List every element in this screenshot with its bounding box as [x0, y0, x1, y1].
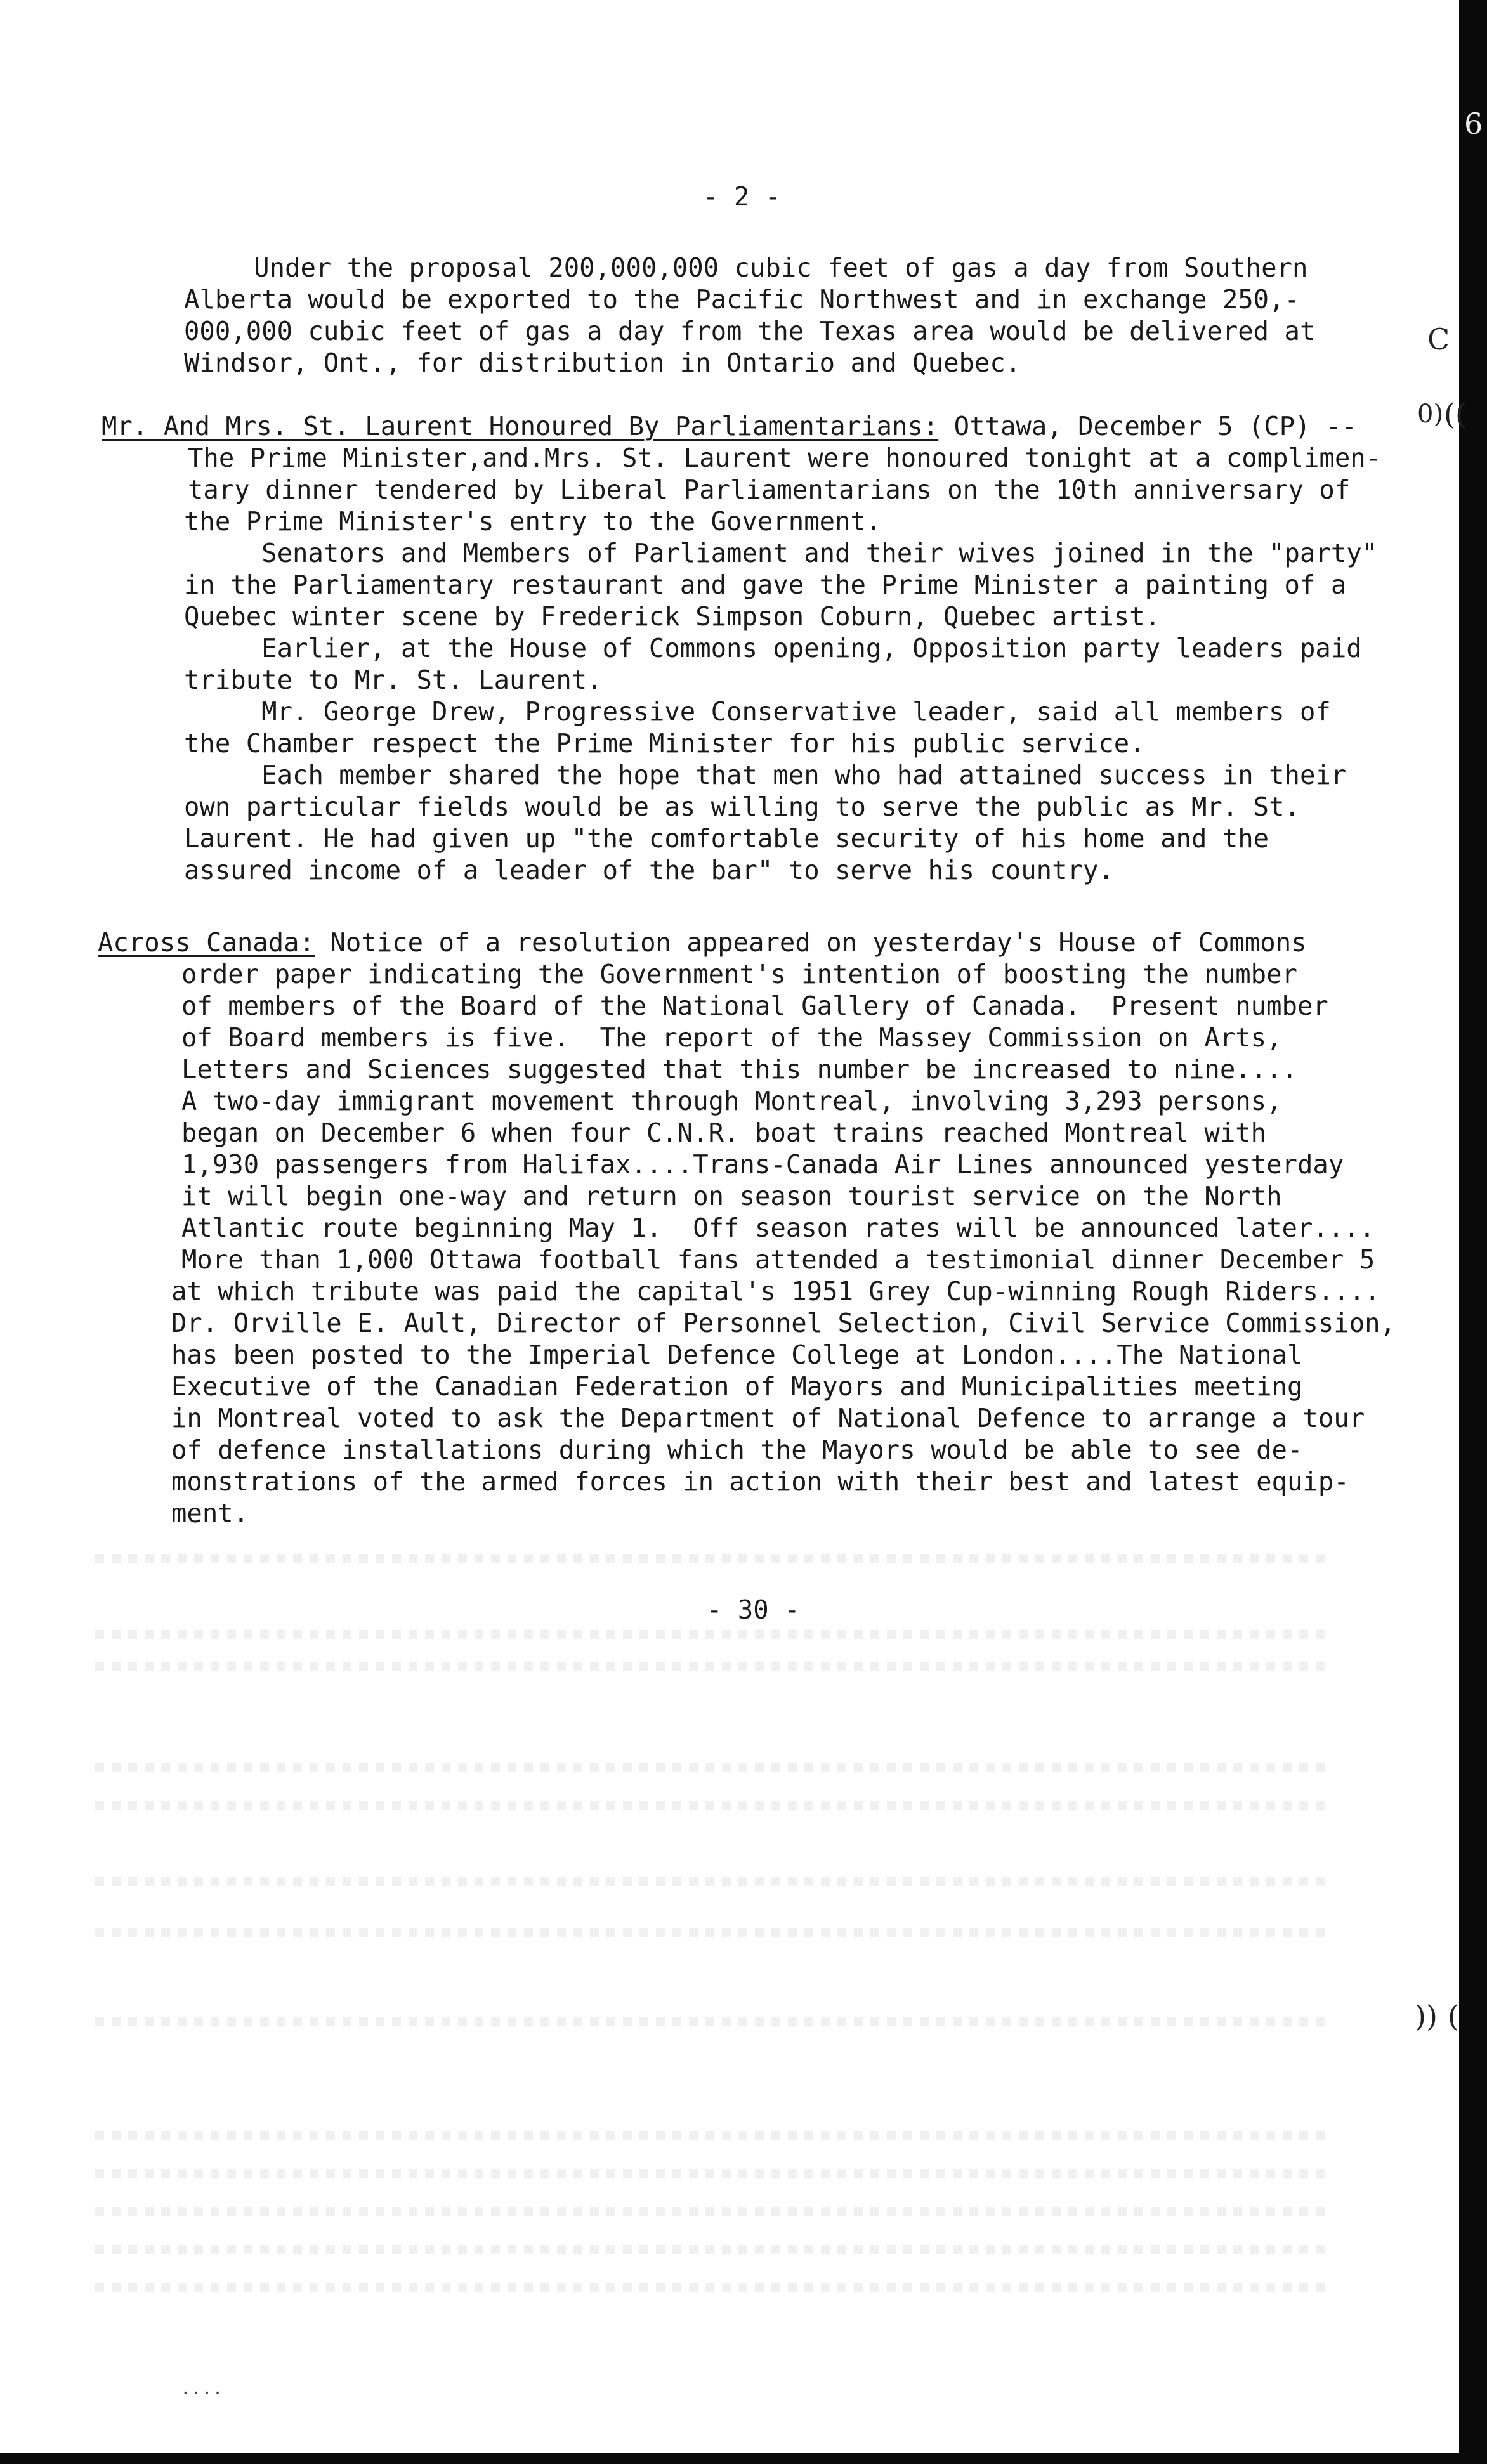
bleed-through-line — [95, 2169, 1332, 2178]
bleed-through-line — [95, 2207, 1332, 2216]
bleed-through-line — [95, 1801, 1332, 1810]
stlaurent-dateline: Ottawa, December 5 (CP) -- — [938, 411, 1357, 441]
across-line: Atlantic route beginning May 1. Off season rates will be announced later.... — [181, 1213, 1375, 1243]
margin-mark: 6 — [1464, 107, 1483, 141]
across-line: Dr. Orville E. Ault, Director of Personnel Selection, Civil Service Commission, — [171, 1308, 1396, 1338]
across-line: has been posted to the Imperial Defence College at London....The National — [171, 1340, 1303, 1370]
stlaurent-line: in the Parliamentary restaurant and gave the Prime Minister a painting of a — [184, 570, 1347, 600]
stlaurent-heading-line — [102, 411, 1357, 441]
bleed-through-line — [95, 1928, 1332, 1937]
bleed-through-line — [95, 1554, 1332, 1563]
across-heading: Across Canada: — [98, 927, 315, 958]
stlaurent-line: the Prime Minister's entry to the Government. — [184, 506, 882, 537]
margin-mark: 0) — [1417, 400, 1444, 429]
stlaurent-line: Earlier, at the House of Commons opening, Opposition party leaders paid — [184, 633, 1362, 663]
gas-line: 000,000 cubic feet of gas a day from the Texas area would be delivered at — [184, 316, 1316, 346]
stlaurent-line: Each member shared the hope that men who had attained success in their — [184, 760, 1347, 790]
across-line: of defence installations during which the Mayors would be able to see de- — [171, 1435, 1303, 1465]
scan-edge-right — [1459, 0, 1487, 2464]
margin-mark: ( — [1448, 1999, 1459, 2033]
across-line: of Board members is five. The report of the Massey Commission on Arts, — [181, 1022, 1282, 1053]
stlaurent-line: the Chamber respect the Prime Minister for his public service. — [184, 728, 1145, 759]
bleed-through-line — [95, 2283, 1332, 2292]
stlaurent-line: Mr. George Drew, Progressive Conservative leader, said all members of — [184, 696, 1331, 727]
across-line: began on December 6 when four C.N.R. boat trains reached Montreal with — [181, 1118, 1267, 1148]
across-line: in Montreal voted to ask the Department of National Defence to arrange a tour — [171, 1403, 1365, 1433]
across-line: monstrations of the armed forces in action with their best and latest equip- — [171, 1466, 1349, 1497]
stlaurent-line: tary dinner tendered by Liberal Parliamentarians on the 10th anniversary of — [188, 474, 1351, 505]
across-heading-line — [98, 927, 1307, 958]
across-first-line: Notice of a resolution appeared on yesterday's House of Commons — [315, 927, 1307, 958]
margin-mark: C — [1427, 322, 1450, 356]
across-line: 1,930 passengers from Halifax....Trans-Canada Air Lines announced yesterday — [181, 1149, 1344, 1180]
across-line: order paper indicating the Government's intention of boosting the number — [181, 959, 1297, 989]
bleed-through-line — [95, 2017, 1332, 2026]
bleed-through-line — [95, 1630, 1332, 1639]
bleed-through-line — [95, 2131, 1332, 2140]
bottom-dots: .... — [180, 2378, 223, 2399]
margin-mark: (( — [1444, 397, 1467, 431]
stlaurent-heading: Mr. And Mrs. St. Laurent Honoured By Parliamentarians: — [102, 411, 939, 441]
stlaurent-line: tribute to Mr. St. Laurent. — [184, 665, 603, 695]
scan-edge-bottom — [0, 2453, 1487, 2464]
bleed-through-line — [95, 1763, 1332, 1772]
stlaurent-line: Senators and Members of Parliament and their wives joined in the "party" — [184, 538, 1378, 568]
across-line: Executive of the Canadian Federation of Mayors and Municipalities meeting — [171, 1371, 1303, 1402]
stlaurent-line: assured income of a leader of the bar" to serve his country. — [184, 855, 1114, 885]
bleed-through-line — [95, 2245, 1332, 2254]
bleed-through-line — [95, 1877, 1332, 1886]
stlaurent-line: The Prime Minister,and.Mrs. St. Laurent were honoured tonight at a complimen- — [188, 443, 1382, 473]
margin-mark: )) — [1415, 1999, 1438, 2033]
gas-line: Windsor, Ont., for distribution in Ontario and Quebec. — [184, 348, 1021, 378]
gas-line: Under the proposal 200,000,000 cubic feet of gas a day from Southern — [176, 252, 1308, 283]
gas-line: Alberta would be exported to the Pacific Northwest and in exchange 250,- — [184, 284, 1300, 315]
across-line: at which tribute was paid the capital's 1951 Grey Cup-winning Rough Riders.... — [171, 1276, 1380, 1307]
stlaurent-line: own particular fields would be as willing to serve the public as Mr. St. — [184, 792, 1300, 822]
across-line: More than 1,000 Ottawa football fans attended a testimonial dinner December 5 — [181, 1244, 1375, 1275]
across-line: ment. — [171, 1498, 249, 1529]
across-line: it will begin one-way and return on season tourist service on the North — [181, 1181, 1282, 1211]
page-number-top: - 2 - — [703, 181, 781, 212]
stlaurent-line: Quebec winter scene by Frederick Simpson Coburn, Quebec artist. — [184, 601, 1161, 632]
across-line: Letters and Sciences suggested that this number be increased to nine.... — [181, 1054, 1297, 1085]
across-line: A two-day immigrant movement through Montreal, involving 3,293 persons, — [181, 1086, 1282, 1116]
page-number-bottom: - 30 - — [707, 1594, 800, 1625]
stlaurent-line: Laurent. He had given up "the comfortable security of his home and the — [184, 823, 1269, 854]
across-line: of members of the Board of the National Gallery of Canada. Present number — [181, 991, 1328, 1021]
bleed-through-line — [95, 1662, 1332, 1671]
